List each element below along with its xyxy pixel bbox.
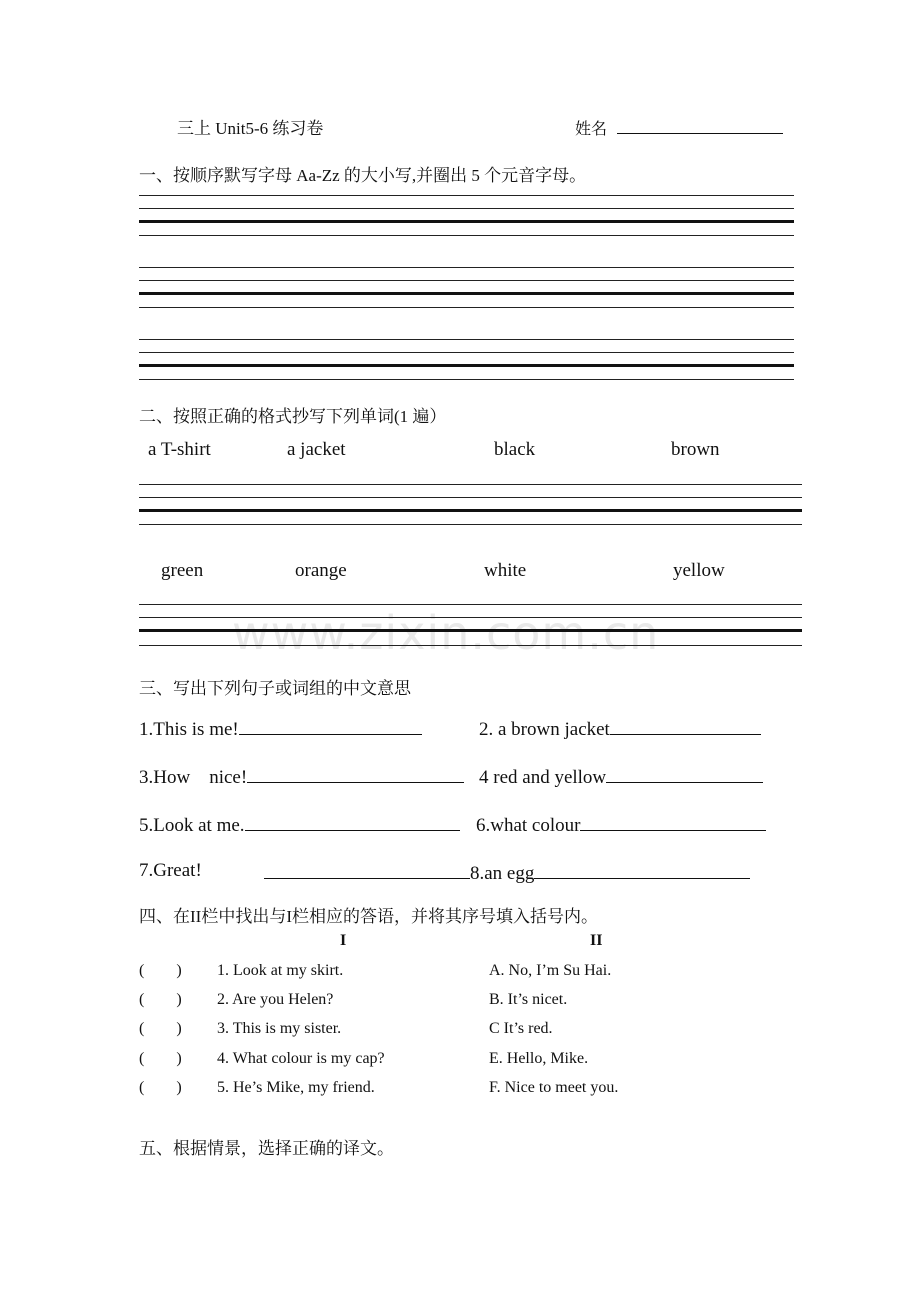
translate-item: 8.an egg bbox=[264, 860, 750, 885]
section5-heading: 五、根据情景，选择正确的译文。 bbox=[139, 1139, 394, 1158]
name-blank[interactable] bbox=[617, 115, 783, 134]
column-ii-header: II bbox=[590, 932, 603, 949]
answer-blank[interactable] bbox=[247, 764, 464, 783]
worksheet-title: 三上 Unit5-6 练习卷 bbox=[177, 119, 324, 138]
match-answer: C It’s red. bbox=[489, 1020, 553, 1037]
translate-item: 6.what colour bbox=[476, 812, 766, 837]
answer-blank[interactable] bbox=[534, 860, 750, 879]
answer-blank[interactable] bbox=[239, 716, 422, 735]
answer-blank[interactable] bbox=[580, 812, 766, 831]
match-answer: B. It’s nicet. bbox=[489, 991, 568, 1008]
copy-word: brown bbox=[671, 439, 720, 460]
match-question: 2. Are you Helen? bbox=[217, 991, 334, 1008]
answer-blank[interactable] bbox=[245, 812, 460, 831]
match-answer: E. Hello, Mike. bbox=[489, 1050, 589, 1067]
match-question: 5. He’s Mike, my friend. bbox=[217, 1079, 375, 1096]
translate-item: 5.Look at me. bbox=[139, 812, 460, 837]
answer-bracket[interactable]: ( ) bbox=[139, 991, 182, 1008]
name-label: 姓名 bbox=[575, 121, 608, 138]
translate-item: 1.This is me! bbox=[139, 716, 422, 741]
match-answer: F. Nice to meet you. bbox=[489, 1079, 619, 1096]
match-question: 3. This is my sister. bbox=[217, 1020, 342, 1037]
answer-blank[interactable] bbox=[606, 764, 763, 783]
section1-heading: 一、按顺序默写字母 Aa-Zz 的大小写,并圈出 5 个元音字母。 bbox=[139, 166, 587, 185]
copy-word: orange bbox=[295, 560, 347, 581]
answer-bracket[interactable]: ( ) bbox=[139, 962, 182, 979]
translate-item: 3.How nice! bbox=[139, 764, 464, 789]
copy-word: a jacket bbox=[287, 439, 346, 460]
answer-blank[interactable] bbox=[610, 716, 761, 735]
answer-bracket[interactable]: ( ) bbox=[139, 1079, 182, 1096]
translate-item: 7.Great! bbox=[139, 860, 202, 881]
section2-heading: 二、按照正确的格式抄写下列单词(1 遍） bbox=[139, 407, 447, 426]
copy-word: green bbox=[161, 560, 204, 581]
watermark: www.zixin.com.cn bbox=[232, 606, 660, 660]
translate-item: 2. a brown jacket bbox=[479, 716, 761, 741]
translate-item: 4 red and yellow bbox=[479, 764, 763, 789]
answer-bracket[interactable]: ( ) bbox=[139, 1020, 182, 1037]
section4-heading: 四、在II栏中找出与I栏相应的答语，并将其序号填入括号内。 bbox=[139, 907, 598, 926]
copy-word: black bbox=[494, 439, 536, 460]
match-answer: A. No, I’m Su Hai. bbox=[489, 962, 612, 979]
copy-word: yellow bbox=[673, 560, 725, 581]
name-field[interactable] bbox=[575, 115, 783, 139]
match-question: 4. What colour is my cap? bbox=[217, 1050, 385, 1067]
column-i-header: I bbox=[340, 932, 347, 949]
answer-blank[interactable] bbox=[264, 860, 470, 879]
section3-heading: 三、写出下列句子或词组的中文意思 bbox=[139, 679, 411, 698]
match-question: 1. Look at my skirt. bbox=[217, 962, 344, 979]
copy-word: white bbox=[484, 560, 527, 581]
copy-word: a T-shirt bbox=[148, 439, 211, 460]
answer-bracket[interactable]: ( ) bbox=[139, 1050, 182, 1067]
